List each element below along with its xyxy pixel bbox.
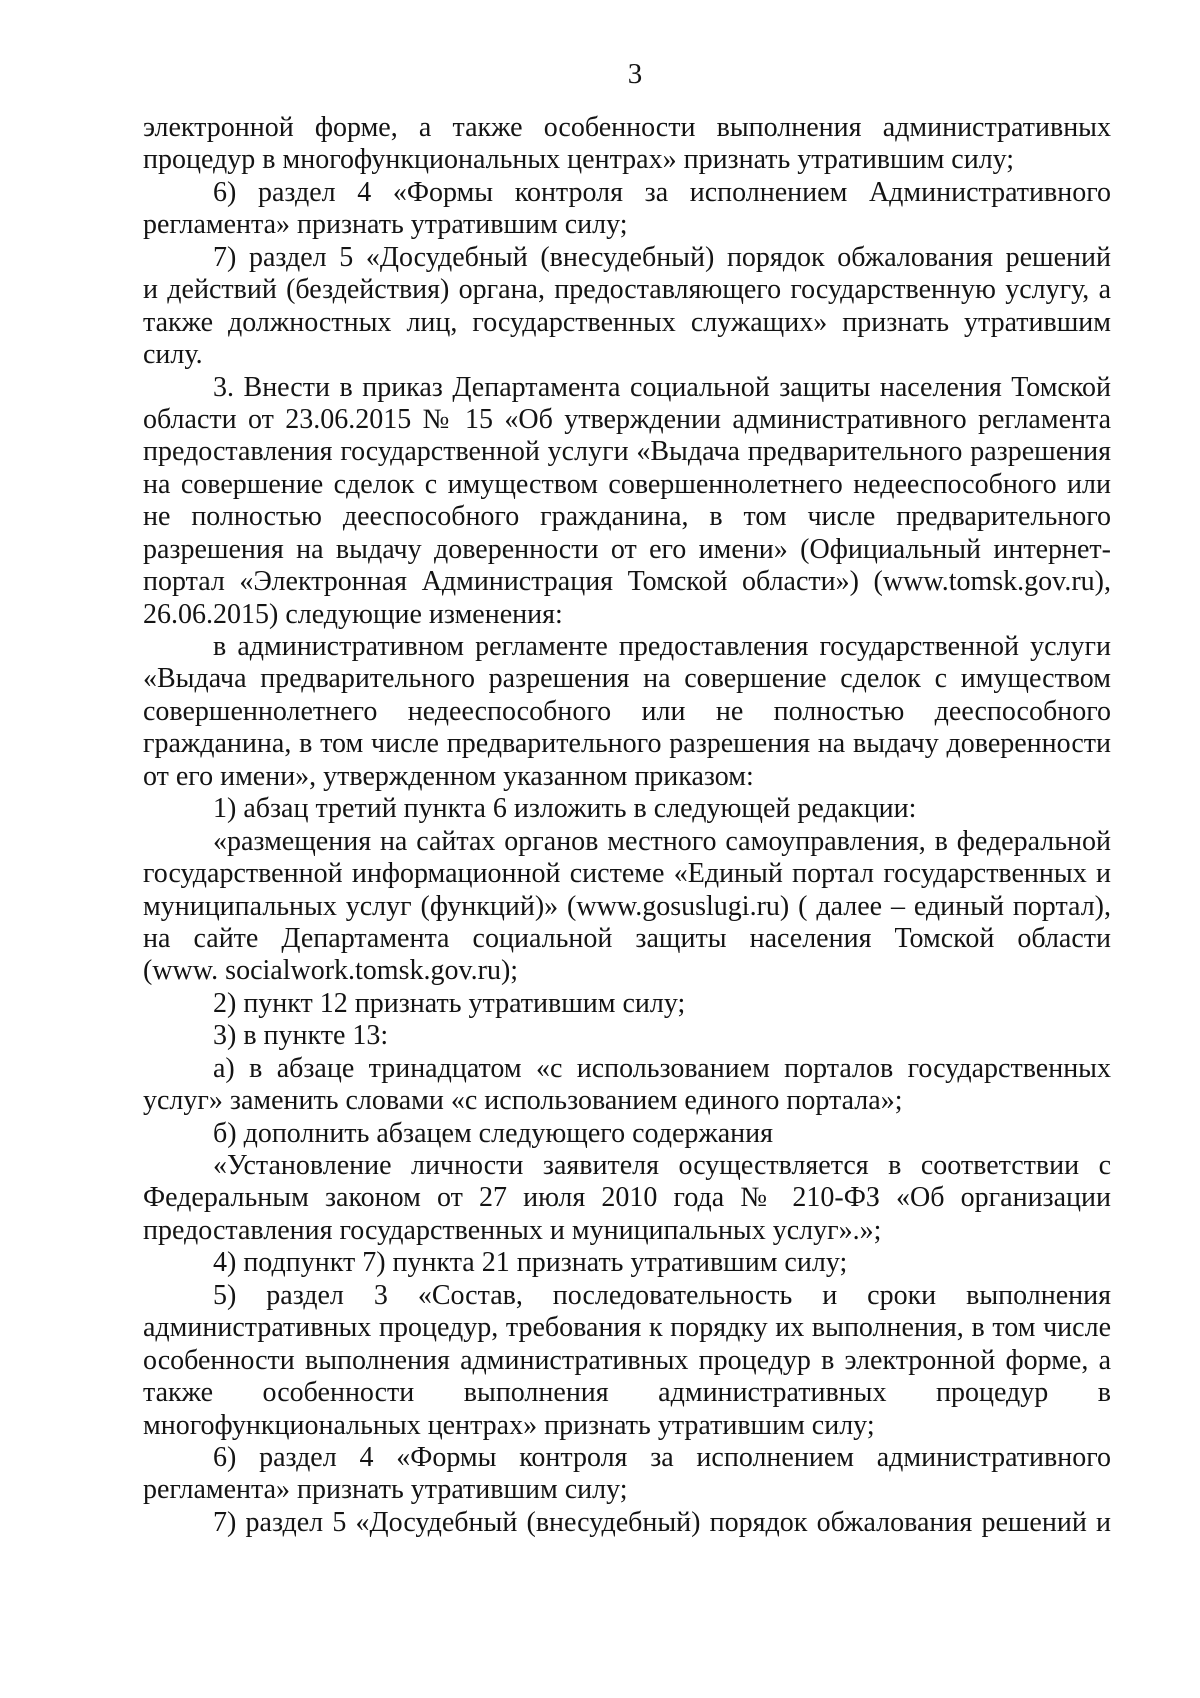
document-body: [143, 112, 1111, 1539]
text-line: регламента» признать утратившим силу;: [143, 209, 628, 241]
text-line: на совершение сделок с имуществом совершеннолетнего недееспособного или: [143, 468, 1111, 500]
text-line: портал «Электронная Администрация Томской области») (www.tomsk.gov.ru),: [143, 566, 1111, 598]
text-line: административных процедур, требования к порядку их выполнения, в том числе: [143, 1312, 1111, 1344]
text-line: также особенности выполнения административных процедур в: [143, 1377, 1111, 1409]
text-line: «Установление личности заявителя осуществляется в соответствии с: [213, 1150, 1111, 1181]
text-line: 7) раздел 5 «Досудебный (внесудебный) порядок обжалования решений и: [213, 1506, 1111, 1538]
text-line: 4) подпункт 7) пункта 21 признать утратившим силу;: [213, 1247, 848, 1279]
text-line: в административном регламенте предоставления государственной услуги: [213, 631, 1111, 662]
text-line: услуг» заменить словами «с использованием единого портала»;: [143, 1085, 903, 1117]
text-line: б) дополнить абзацем следующего содержания: [213, 1117, 773, 1149]
text-line: 2) пункт 12 признать утратившим силу;: [213, 987, 686, 1019]
text-line: 7) раздел 5 «Досудебный (внесудебный) порядок обжалования решений: [213, 241, 1111, 273]
text-line: а) в абзаце тринадцатом «с использованием порталов государственных: [213, 1052, 1111, 1084]
text-line: разрешения на выдачу доверенности от его имени» (Официальный интернет-: [143, 533, 1111, 565]
text-line: предоставления государственной услуги «Выдача предварительного разрешения: [143, 436, 1111, 468]
text-line: 5) раздел 3 «Состав, последовательность и сроки выполнения: [213, 1279, 1111, 1311]
text-line: муниципальных услуг (функций)» (www.gosuslugi.ru) ( далее – единый портал),: [143, 890, 1111, 922]
text-line: не полностью дееспособного гражданина, в том числе предварительного: [143, 501, 1111, 533]
text-line: совершеннолетнего недееспособного или не полностью дееспособного: [143, 695, 1111, 727]
text-line: 6) раздел 4 «Формы контроля за исполнением административного: [213, 1441, 1111, 1473]
text-line: государственной информационной системе «Единый портал государственных и: [143, 858, 1111, 890]
text-line: также должностных лиц, государственных служащих» признать утратившим: [143, 306, 1111, 338]
text-line: и действий (бездействия) органа, предоставляющего государственную услугу, а: [143, 274, 1111, 306]
text-line: электронной форме, а также особенности выполнения административных: [143, 112, 1111, 143]
text-line: многофункциональных центрах» признать утратившим силу;: [143, 1409, 875, 1441]
text-line: «размещения на сайтах органов местного самоуправления, в федеральной: [213, 825, 1111, 857]
text-line: гражданина, в том числе предварительного разрешения на выдачу доверенности: [143, 728, 1111, 760]
text-line: «Выдача предварительного разрешения на совершение сделок с имуществом: [143, 663, 1111, 695]
text-line: (www. socialwork.tomsk.gov.ru);: [143, 955, 519, 987]
text-line: области от 23.06.2015 № 15 «Об утверждении административного регламента: [143, 403, 1111, 435]
text-line: 26.06.2015) следующие изменения:: [143, 598, 563, 630]
text-line: от его имени», утвержденном указанном приказом:: [143, 760, 754, 792]
text-line: 3. Внести в приказ Департамента социальной защиты населения Томской: [213, 371, 1111, 403]
text-line: регламента» признать утратившим силу;: [143, 1474, 628, 1506]
text-line: 6) раздел 4 «Формы контроля за исполнением Административного: [213, 176, 1111, 208]
text-line: 3) в пункте 13:: [213, 1020, 389, 1052]
text-line: процедур в многофункциональных центрах» признать утратившим силу;: [143, 144, 1015, 176]
text-line: на сайте Департамента социальной защиты населения Томской области: [143, 922, 1111, 954]
page-number: 3: [627, 58, 643, 90]
text-line: Федеральным законом от 27 июля 2010 года № 210-ФЗ «Об организации: [143, 1182, 1111, 1214]
text-line: 1) абзац третий пункта 6 изложить в следующей редакции:: [213, 793, 917, 825]
text-line: силу.: [143, 339, 203, 371]
text-line: особенности выполнения административных процедур в электронной форме, а: [143, 1344, 1111, 1376]
text-line: предоставления государственных и муниципальных услуг».»;: [143, 1214, 882, 1246]
